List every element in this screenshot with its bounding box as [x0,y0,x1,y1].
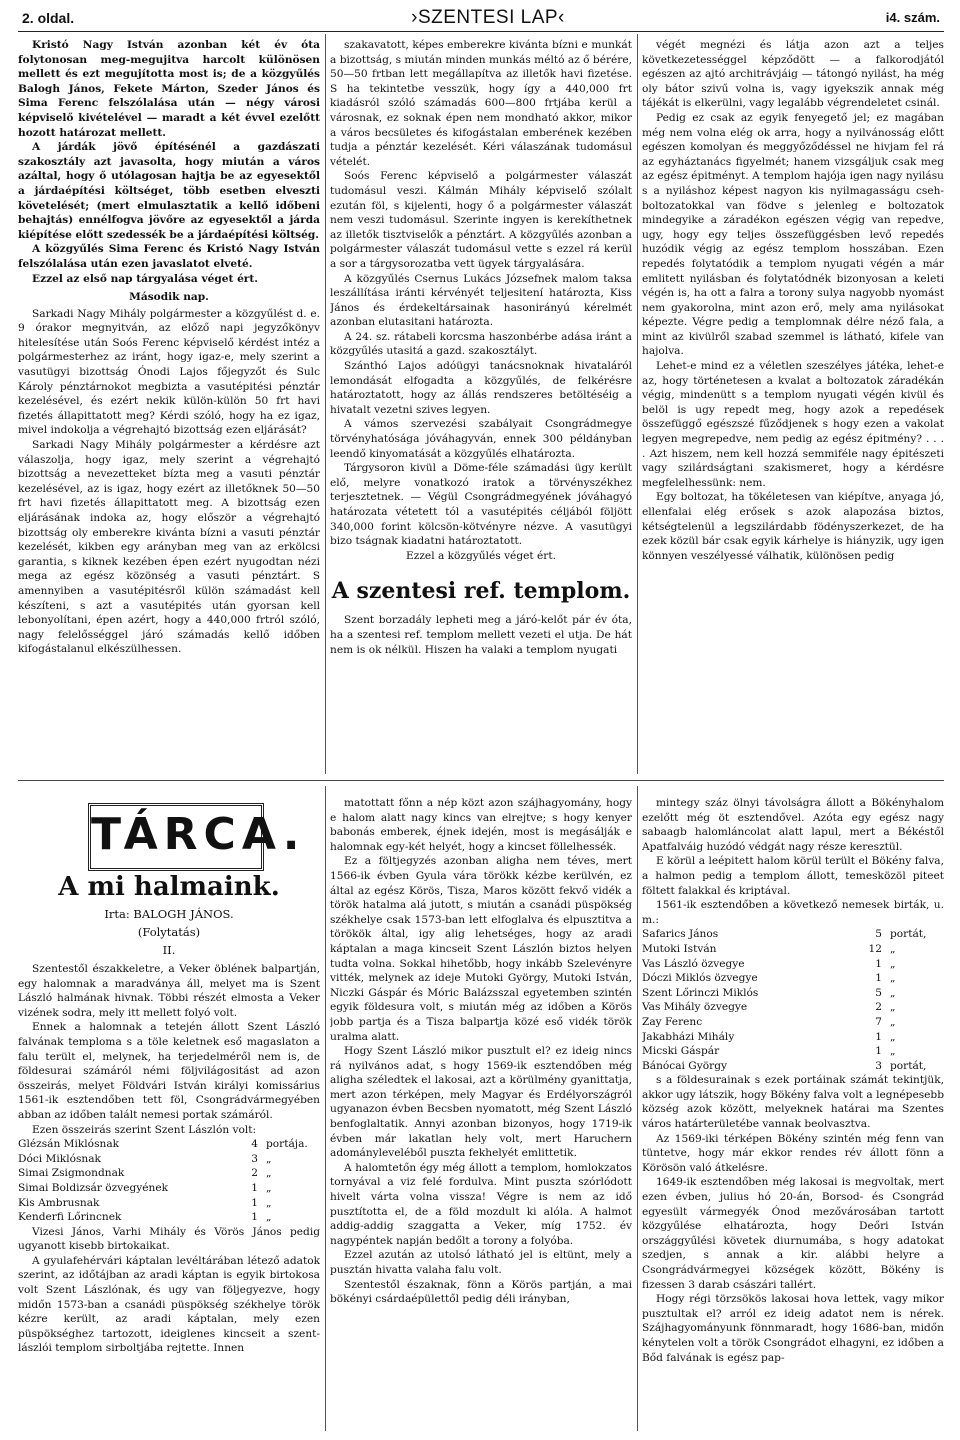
paragraph: végét megnézi és látja azon azt a teljes következetességgel képződött — a falkorodjától egészen az ajtó architrávjáig — tátongó nyilást, ha még oly bátor szivű volna is, vagy igyekszik annak még tájékát is elkerülni, vagy legalább végrendeletet csinál. [642,39,944,110]
paragraph: Hogy Szent László mikor pusztult el? ez ideig nincs rá nyilvános adat, s hogy 1569-ik esztendőben még aligha széledtek el lakosai, azt a körülmény gyanittatja, mert azon térképen, mely Magyar és Erdélyországról ugyanazon évben Becsben nyomatott, még Szent László benfoglaltatik. Annyi azonban bizonyos, hogy 1719-ik évben már lakatlan hely volt, mert Haruchern adományleveléből puszta fekhelyét emlittetik. [330,1045,632,1160]
list-name: Zay Ferenc [642,1015,703,1028]
paragraph: Ennek a halomnak a tetején állott Szent László falvának temploma s a töle keletnek eső magaslaton a falu terült el, melynek, ha terjedelméről nem is, de földesurai számáról némi följvilágositást ad azon összeirás, melyet Földvári István királyi komissárius 1561-ik esztendőben tett föl, Csongrádvármegyében abban az időben talált nemesi portak számáról. [18,1021,320,1121]
list-row [18,1166,308,1181]
paragraph: Szentestől északnak, fönn a Körös partján, a mai bökényi csárdaépülettől pedig déli irányban, [330,1278,632,1306]
list-name: Dóczi Miklós özvegye [642,972,758,985]
portion-list-2 [642,927,926,1073]
council-report-col1 [18,38,320,778]
list-unit: „ [890,986,896,999]
list-row [642,957,926,972]
list-row [18,1137,308,1152]
list-value: 2 [875,1001,882,1014]
list-value: 12 [868,942,882,955]
page-header [18,6,944,32]
list-value: 1 [251,1181,258,1194]
list-value: 7 [875,1015,882,1028]
paragraph: Ezzel a közgyűlés véget ért. [406,549,556,562]
list-row [642,986,926,1001]
paragraph: A gyulafehérvári káptalan levéltárában létező adatok szerint, az időtájban az aradi káptan is egyik birtokosa volt Szent Lászlónak, és ugy van följegyezve, hogy midőn 1573-ban a csanádi püspökség székhelye török kézre került, az aradi káptalan, mely ezen püspökséghez tartozott, ideiglenes kincseit a szent-lászlói templom sirboltjába rejtette. Innen [18,1254,320,1355]
paragraph: Lehet-e mind ez a véletlen szeszélyes játéka, lehet-e az, hogy történetesen a kvalat a boltozatok záradékán végig, mindenütt s a templom nyugati végén kivül és belöl is ugy repedt meg, hogy azok a repedések összefüggő egészszé fűződjenek s hogy ezen a vakolat legyen megrepedve, nem pedig az egész épitmény? . . . . Azt hiszem, nem kell hozzá semmiféle nagy épitészeti vagy szilárdságtani szakismeret, hogy a kérdésre megfelelhessünk: nem. [642,360,944,489]
paragraph: Szánthó Lajos adóügyi tanácsnoknak hivataláról lemondását elfogadta a közgyűlés, de felkérésre határoztatott, hogy az állás rendszeres betöltéséig a hivatalt vezetni szives legyen. [330,360,632,416]
paragraph: Hogy régi törzsökös lakosai hova lettek, vagy mikor pusztultak el? arról ez ideig adatot nem is nérek. Szájhagyományunk fönnmaradt, hogy 1686-ban, midőn kénytelen volt a török Csongrádot elhagyni, ez időben a Bőd falvának is egész pap- [642,1293,944,1364]
paragraph: Ezzel az első nap tárgyalása véget ért. [32,272,258,285]
list-name: Kis Ambrusnak [18,1196,100,1209]
header-rule [18,31,944,32]
list-value: 5 [875,928,882,941]
column-divider [637,34,638,774]
feuilleton-title: A mi halmaink. [58,872,280,902]
list-value: 1 [875,1045,882,1058]
paragraph: Az 1569-iki térképen Bökény szintén még fenn van tüntetve, hogy már ekkor rendes rév állott fönn a Körösön való átkelésre. [642,1132,944,1174]
church-article-headline: A szentesi ref. templom. [331,578,631,605]
paragraph: Ez a föltjegyzés azonban aligha nem téves, mert 1566-ik évben Gyula vára törökk kézbe kerülvén, ez által az egész Körös, Tisza, Maros között fekvő vidék a török hatalma alá jutott, s miután a csanádi püspökség székhelye csak 1573-ban lett elfoglalva és elpusztitva a törökök által, igy alig lehetséges, hogy az aradi káptalan a maga kincseit Szent Lászlón biztos helyen tudta volna. Sokkal hihetőbb, hogy inkább Szelevényre vitték, melynek az ideje Mutoki György, Mutoki István, Niczki Gáspár és Móric Balázsszal egyetemben szintén egyik földesura volt, s miután még az időben a Körös jobb partja és a Tisza balpartja közé eső vidék török uralma alatt. [330,855,632,1043]
tarca-banner: TÁRCA. [88,803,264,871]
list-unit: „ [266,1196,272,1209]
column-divider [325,34,326,774]
paragraph: Ezen összeirás szerint Szent Lászlón volt: [32,1123,257,1136]
paragraph: Sarkadi Nagy Mihály polgármester a kérdésre azt válaszolja, hogy igaz, mely szerint a végrehajtó bizottság a nevezetteket bízta meg a vasuti pénztár kezelésével, az is igaz, hogy ezért az illetőknek 50—50 frt havi fizetés állapittatott meg. A bizottság ezen eljárásának indoka az, hogy először a végrehajtó bizottság oly emberekre kivánta bízni a vasuti pénztár kezelését, kikben egy arányban meg van az erkölcsi garantia, s kiknek kezében épen ezért nyugodtan nézi mega az egész közönség a vasuti pénztárt. S amennyiben a vasutépitésről külön számadást kell készíteni, s azt a vasutépités után gyorsan kell lebonyolítani, épen azért, hogy a 440,000 frtról szóló, nagy felelősséggel járó számadás kellő időben kifogástalanul elkészülhessen. [18,439,320,656]
list-name: Bánócai György [642,1059,727,1072]
paragraph: szakavatott, képes emberekre kivánta bízni e munkát a bizottság, s miután minden munkás méltó az ő bérére, 50—50 frtban lett megállapítva az illetők havi fizetése. S ha tekintetbe vesszük, hogy így a 440,000 frt kiadásról szóló számadás 600—800 frtjába kerül a városnak, ez soknak épen nem mondható akkor, mikor a város becsületes és kifogástalan emberének kezében tudja a pénztár kezelését. Kéri válaszának tudomásul vételét. [330,39,632,168]
list-name: Dóci Miklósnak [18,1152,101,1165]
list-name: Simai Boldizsár özvegyének [18,1181,169,1194]
list-unit: „ [266,1181,272,1194]
list-name: Safarics János [642,928,719,941]
paragraph: 1649-ik esztendőben még lakosai is megvoltak, mert ezen évben, julius hó 20-án, Borsod- és Csongrád egyesült vármegyék Ónod mezővárosában tartott közgyűlése elhatározta, hogy Deőri István országgyűlési követek diurnumába, s hogy adatokat szedjen, s annak a kir. alábbi helyre a Csongrádvármegyei községek között, Bökény is fizessen 3 darab császári tallért. [642,1176,944,1291]
list-value: 5 [875,986,882,999]
paragraph: Ezzel azután az utolsó látható jel is eltünt, mely a pusztán hivatta valaha falu volt. [330,1249,632,1276]
paragraph: A halomtetőn égy még állott a templom, homlokzatos tornyával a viz felé fordulva. Mint puszta szórlódott hivelt várta volna vissza! Végre is nem az idő pusztította el, de a föld mozdult ki alóla. A halmot addig-addig szaggatta a Veker, míg 1752. év nagypéntek napján bedőlt a torony a folyóba. [330,1161,632,1247]
column-divider [637,786,638,1431]
list-name: Mutoki István [642,942,717,955]
list-value: 4 [251,1138,258,1151]
list-name: Kenderfi Lőrincnek [18,1211,122,1224]
list-name: Vas Mihály özvegye [642,1001,748,1014]
list-unit: „ [890,1001,896,1014]
list-row [18,1210,308,1225]
paragraph: Tárgysoron kivül a Döme-féle számadási ügy került elő, melyre vonatkozó iratok a törvényszékhez terjesztetnek. — Végül Csongrádmegyének jóváhagyó határozata vétetett tól a vasutépités céljából följött 340,000 forint kölcsön-kötvényre nézve. A vasutügyi bizo tságnak kiadatni határoztatott. [330,462,632,548]
list-value: 1 [875,972,882,985]
paragraph: A közgyűlés Sima Ferenc és Kristó Nagy István felszólalása után ezen javaslatot elveté. [18,243,320,270]
feuilleton-col1 [18,962,320,1432]
continuation-note: (Folytatás) [137,925,201,939]
newspaper-page [18,6,944,1436]
paragraph: E körül a leépitett halom körül terült el Bökény falva, a halmon pedig a templom állott, temesközöl piteet föltett falakkal és kriptával. [642,855,944,897]
portion-list-1 [18,1137,308,1225]
paragraph: A 24. sz. rátabeli korcsma haszonbérbe adása iránt a közgyűlés utasitá a gazd. szakosztályt. [330,330,632,358]
list-name: Vas László özvegye [642,957,745,970]
list-value: 1 [875,1030,882,1043]
list-unit: „ [890,957,896,970]
list-unit: „ [266,1152,272,1165]
list-unit: „ [890,1015,896,1028]
church-article-col3 [642,38,944,778]
author-line: Irta: BALOGH JÁNOS. [104,907,234,921]
list-row [18,1196,308,1211]
paragraph: Soós Ferenc képviselő a polgármester válaszát tudomásul veszi. Kálmán Mihály képviselő szólalt ezután föl, s kijelenti, hogy ő a polgármester válaszát nem veszi tudomásul. Szerinte ingyen is kerekíthetnek az illetők tisztviselők a pénztárt. A közgyűlés azonban a polgármester válaszát tudomásul vette s ezzel rá kerül a sor a tárgysorozatba vett ügyek tárgyalására. [330,170,632,270]
paragraph: Sarkadi Nagy Mihály polgármester a közgyűlést d. e. 9 órakor megnyitván, az előző napi jegyzőkönyv hitelesítése után Soós Ferenc képviselő kérdést intéz a polgármesterhez az iránt, hogy igaz-e, mely szerint a vasutügyi bizottság Ónodi Lajos főjegyzőt és Sulc Károly pénztárnokot megbizta a vasutépitési pénztár kezelésével, és ezért nekik külön-külön 50 frt havi fizetés állapittatott meg? Kérdi szóló, hogy ha ez igaz, mivel indokolja a végrehajtó bizottság ezen eljárását? [18,307,320,437]
paragraph: Vizesi János, Varhi Mihály és Vörös János pedig ugyanott kisebb birtokaikat. [18,1225,320,1253]
list-row [18,1152,308,1167]
feuilleton-col2 [330,796,632,1432]
paragraph: Szentestől északkeletre, a Veker öblének balpartján, egy halomnak a maradványa áll, melyet ma is Szent László halmának hivnak. Többi részét elmosta a Veker vizének sodra, mely itt mellett folyó volt. [18,963,320,1019]
council-report-col2 [330,38,632,778]
list-row [18,1181,308,1196]
list-value: 1 [251,1196,258,1209]
paragraph: matottatt főnn a nép közt azon szájhagyomány, hogy e halom alatt nagy kincs van elrejtve; s hogy kenyer babonás emberek, éjnek idején, most is megásálják e halomnak egy-két helyét, hogy a kincset föllelhessék. [330,797,632,853]
issue-number: i4. szám. [885,10,940,25]
section-divider [18,780,944,781]
list-unit: „ [890,942,896,955]
paragraph: Szent borzadály lepheti meg a járó-kelőt pár év óta, ha a szentesi ref. templom mellett vezeti el utja. De hát nem is ok nélkül. Hiszen ha valaki a templom nyugati [330,614,632,656]
list-unit: „ [266,1211,272,1224]
list-row [642,1030,926,1045]
list-value: 1 [875,957,882,970]
column-divider [325,786,326,1431]
list-value: 1 [251,1211,258,1224]
newspaper-title: ›SZENTESI LAP‹ [411,7,565,28]
paragraph: mintegy száz ölnyi távolságra állott a Bökényhalom ezelőtt még öt esztendővel. Azóta egy egész nagy sabaagb halomláncolat alatt lapul, mert a Békéstől Apatfalváig huzódó védgát nagy része keresztül. [642,797,944,853]
list-row [642,1015,926,1030]
list-value: 3 [251,1152,258,1165]
list-unit: portája. [266,1138,308,1151]
list-name: Jakabházi Mihály [642,1030,735,1043]
list-name: Glézsán Miklósnak [18,1138,120,1151]
paragraph: s a földesurainak s ezek portáinak számát tekintjük, akkor ugy látszik, hogy Bökény falva volt a legnépesebb község azok között, melyeknek határai ma Szentes város határterületébe vannak beolvasztva. [642,1074,944,1131]
list-unit: „ [890,1045,896,1058]
list-name: Szent Lőrinczi Miklós [642,986,759,999]
paragraph: 1561-ik esztendőben a következő nemesek birták, u. m.: [642,899,944,926]
list-row [642,971,926,986]
section-number: II. [162,943,176,957]
paragraph: A közgyűlés Csernus Lukács Józsefnek malom taksa leszállítása iránti kérvényét teljesitení határozta, Kiss János és érdekeltársainak hasonirányú kérelmét azonban elutasitani határozta. [330,272,632,329]
list-row [642,1044,926,1059]
page-number: 2. oldal. [22,10,75,26]
list-name: Simai Zsigmondnak [18,1167,125,1180]
list-unit: „ [890,1030,896,1043]
list-name: Micski Gáspár [642,1045,720,1058]
list-value: 3 [875,1059,882,1072]
list-unit: „ [266,1167,272,1180]
list-value: 2 [251,1167,258,1180]
paragraph: Kristó Nagy István azonban két év óta folytonosan meg-megujitva harcolt különösen mellett és ezt megujította most is; de a közgyűlés Balogh János, Fekete Márton, Szeder János és Sima Ferenc felszólalása után — négy városi képviselő kivételével — maradt a két évvel ezelőtt hozott határozat mellett. [18,39,320,139]
second-day-heading: Második nap. [129,291,209,304]
paragraph: Pedig ez csak az egyik fenyegető jel; ez magában még nem volna elég ok arra, hogy a nyilvánosság előtt egészen komolyan és meggyőződéssel ne hivjam fel rá az egyháztanács figyelmét; hanem vizsgáljuk csak meg az egész épitményt. A templom hajója igen nagy nyilásu s a nyiláshoz képest nagyon kis nyilmagasságu cseh-boltozatokkal van födve s jelenleg e boltozatok mindegyike a záradékon egészen végig van repedve, ugy, hogy egy teljes összefüggésben levő repedés huzódik végig az egész templom hosszában. Ezen repedés folytatódik a templom nyugati végén a már emlitett nyilásban és folytatódnék bizonyosan a keleti végén is, ha ott a falra a torony sulya nagyobb nyomást nem gyakorolna, mint azon erő, mely ama nyilásokat képezte. Végre pedig a templomnak délre néző fala, a mint az kivülről szabad szemmel is látható, kifele van hajolva. [642,111,944,358]
paragraph: Egy boltozat, ha tökéletesen van kiépítve, anyaga jó, ellenfalai elég erősek s azok alapozása biztos, kétségtelenül a legszilárdabb födényszerkezet, de ha ezek közül bár csak egyik kárhelye is hiányzik, ugy igen könnyen veszélyessé válhatik, különösen pedig [642,491,944,562]
paragraph: A vámos szervezési szabályait Csongrádmegye törvényhatósága jóváhagyván, ennek 300 példányban leendő kinyomatását a közgyűlés elhatározta. [330,418,632,460]
list-row [642,927,926,942]
list-unit: portát, [890,1059,927,1072]
list-row [642,1059,926,1074]
list-row [642,1000,926,1015]
feuilleton-col3 [642,796,944,1432]
list-unit: „ [890,972,896,985]
paragraph: A járdák jövő építésénél a gazdászati szakosztály azt javasolta, hogy miután a város azáltal, hogy ő utólagosan hajtja be az egyesektől a járdaépítési költséget, több esetben elveszti követelését; (mert elmulasztatik a kellő időbeni behajtás) ennélfogva jövőre az egyesektől a járda kiépítése előtt szedessék be a járdaépítési költség. [18,141,320,241]
list-row [642,942,926,957]
list-unit: portát, [890,928,927,941]
